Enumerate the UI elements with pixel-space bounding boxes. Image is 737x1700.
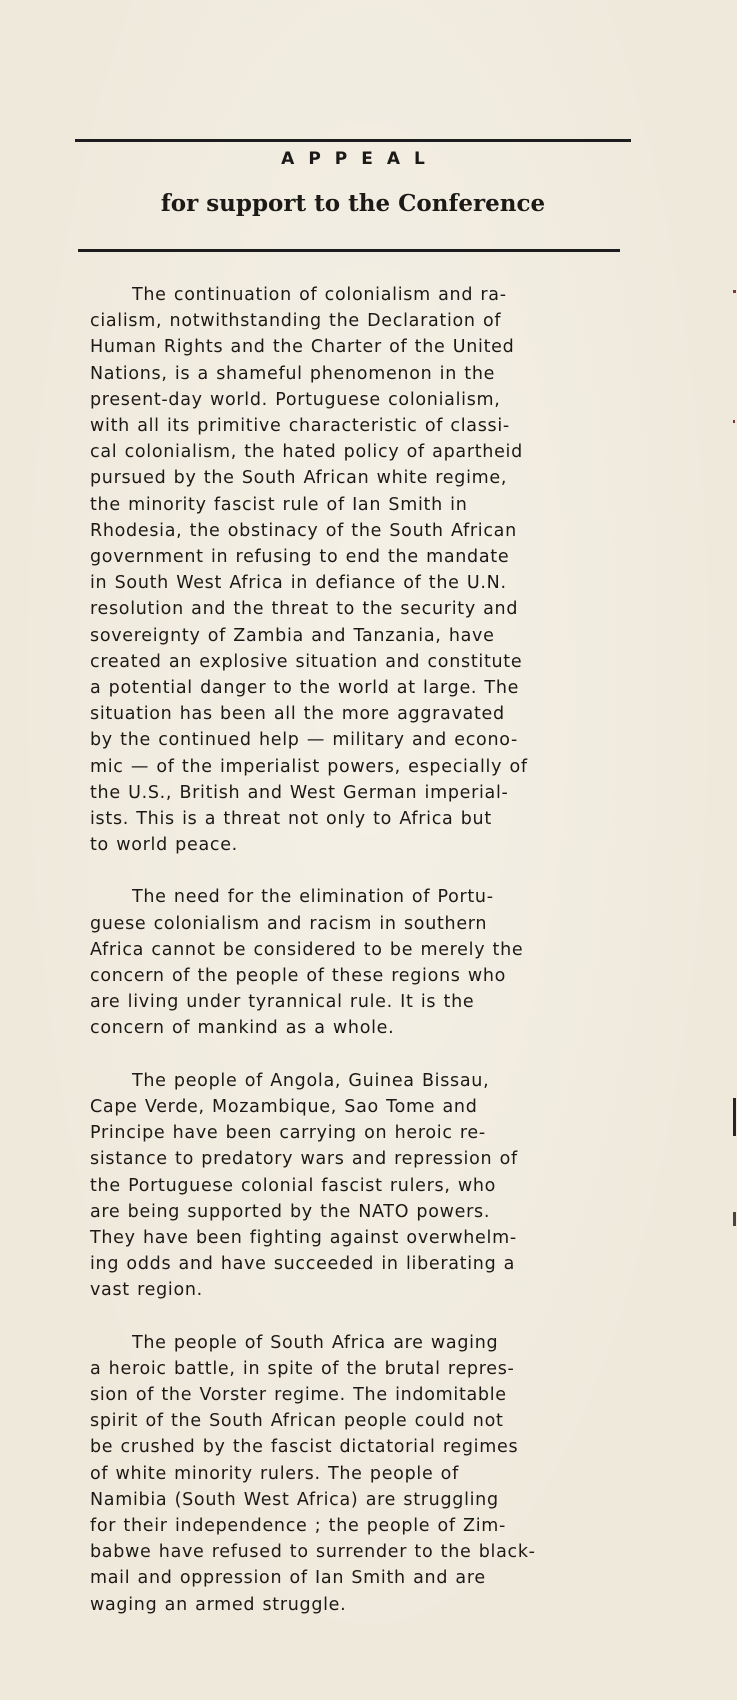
paragraph-portuguese-colonies: The people of Angola, Guinea Bissau, Cape Verde, Mozambique, Sao Tome and Principe have been carrying on heroic re- sistance to predatory wars and repression of the Portuguese colonial fascist rulers, who are being supported by the NATO powers. They have been fighting against overwhelm- ing odds and have succeeded in liberating a vast region. (90, 1070, 518, 1301)
conference-subtitle: for support to the Conference (160, 190, 546, 217)
paragraph-colonialism: The continuation of colonialism and ra- cialism, notwithstanding the Declaration of Human Rights and the Charter of the United Nations, is a shameful phenomenon in the present-day world. Portuguese colonialism, with all its primitive characteristic of classi- cal colonialism, the hated policy of apartheid pursued by the South African white regime, the minority fascist rule of Ian Smith in Rhodesia, the obstinacy of the South African government in refusing to end the mandate in South West Africa in defiance of the U.N. resolution and the threat to the security and sovereignty of Zambia and Tanzania, have created an explosive situation and constitute a potential danger to the world at large. The situation has been all the more aggravated by the continued help — military and econo- mic — of the imperialist powers, especially of the U.S., British and West German imperial- ists. This is a threat not only to Africa but to world peace. (90, 285, 528, 856)
margin-mark (733, 1098, 736, 1136)
appeal-body (90, 282, 620, 1644)
paragraph-elimination: The need for the elimination of Portu- guese colonialism and racism in southern Africa cannot be considered to be merely the concern of the people of these regions who are living under tyrannical rule. It is the concern of mankind as a whole. (90, 887, 524, 1039)
appeal-heading: APPEAL (281, 149, 439, 169)
paragraph-south-africa: The people of South Africa are waging a heroic battle, in spite of the brutal repres- sion of the Vorster regime. The indomitable spirit of the South African people could not be crushed by the fascist dictatorial regimes of white minority rulers. The people of Namibia (South West Africa) are struggling for their independence ; the people of Zim- babwe have refused to surrender to the black- mail and oppression of Ian Smith and are waging an armed struggle. (90, 1332, 536, 1615)
margin-mark (733, 1212, 736, 1226)
margin-speck (733, 290, 736, 293)
top-rule (75, 139, 631, 142)
bottom-rule (78, 249, 620, 252)
margin-speck (733, 420, 735, 423)
